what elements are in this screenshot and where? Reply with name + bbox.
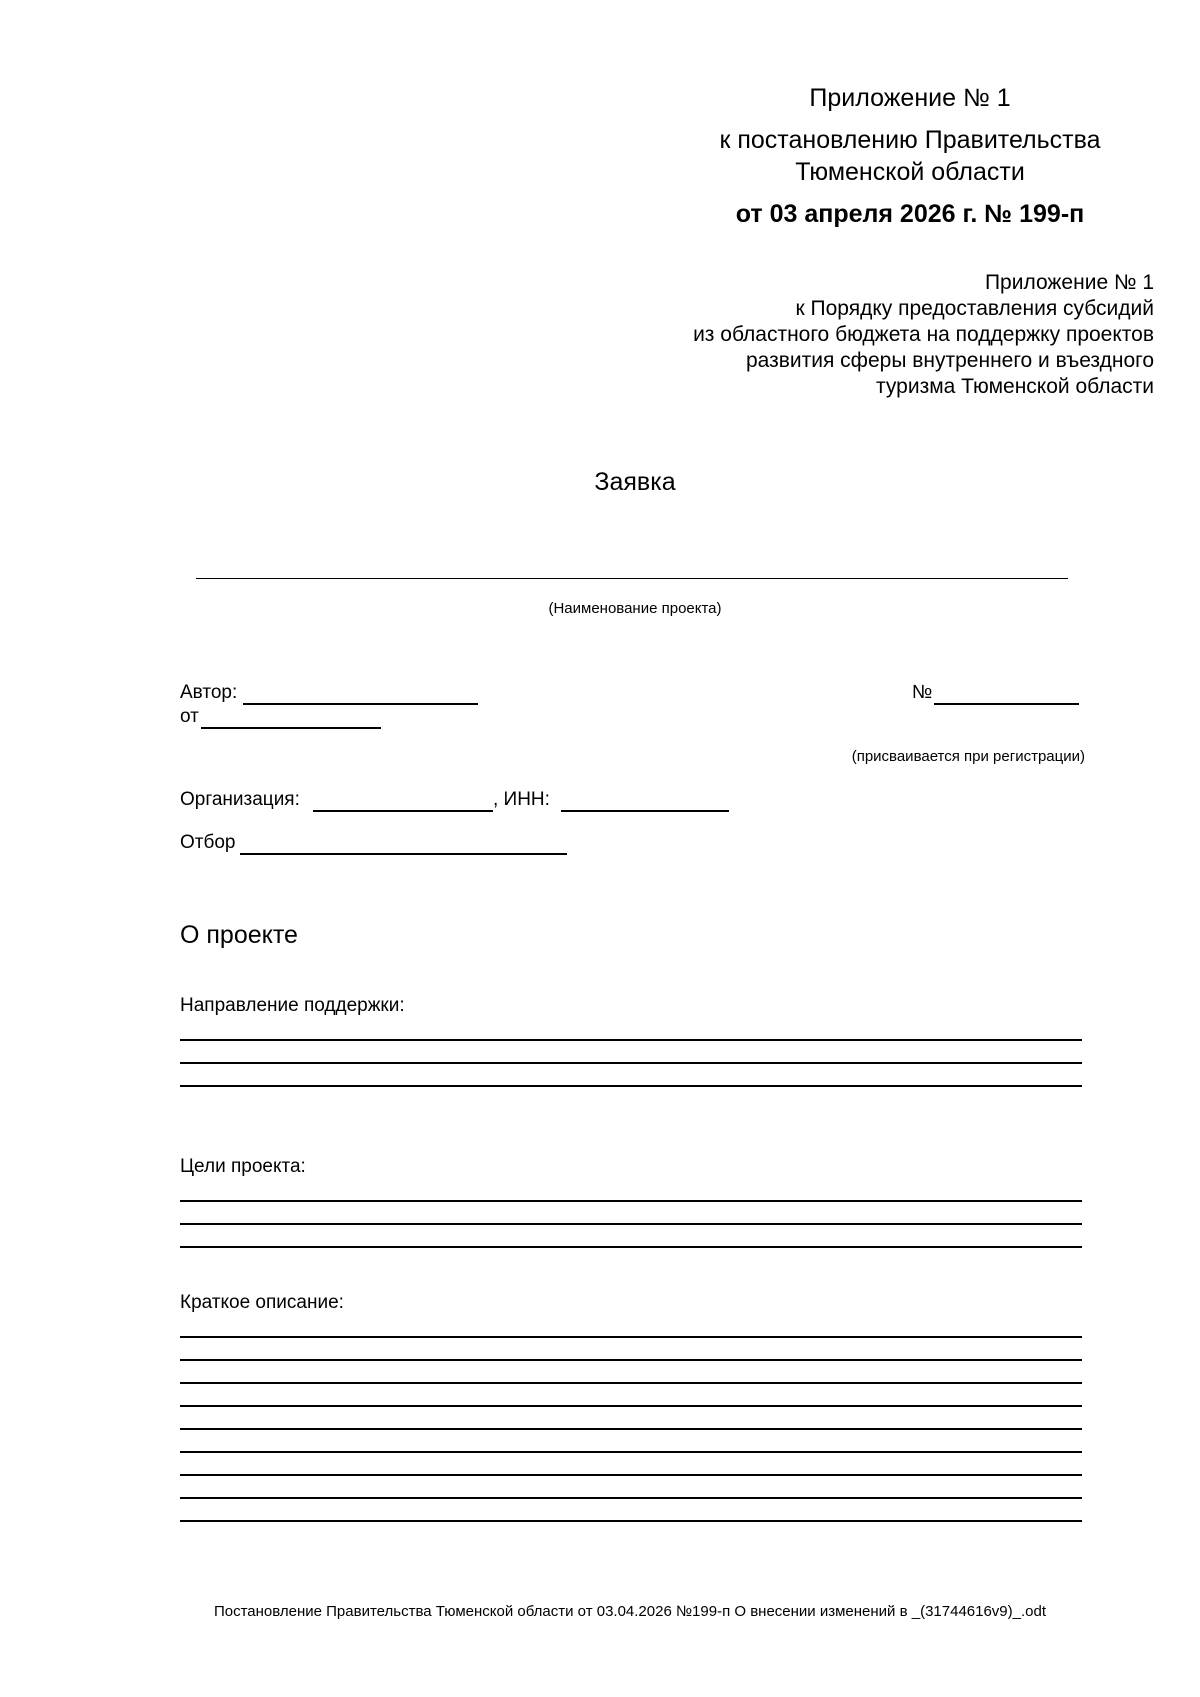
order-line-2: к Порядку предоставления субсидий xyxy=(795,297,1154,320)
number-field[interactable] xyxy=(934,703,1079,705)
description-field-line-5[interactable] xyxy=(180,1428,1082,1430)
description-field-line-8[interactable] xyxy=(180,1497,1082,1499)
organization-label: Организация: xyxy=(180,789,300,810)
support-direction-field-line-2[interactable] xyxy=(180,1062,1082,1064)
order-line-5: туризма Тюменской области xyxy=(876,375,1154,398)
description-field-line-9[interactable] xyxy=(180,1520,1082,1522)
document-footer: Постановление Правительства Тюменской области от 03.04.2026 №199-п О внесении изменений в _(31744616v9)_.odt xyxy=(213,1603,1047,1620)
description-field-line-4[interactable] xyxy=(180,1405,1082,1407)
from-field[interactable] xyxy=(201,727,381,729)
project-name-caption: (Наименование проекта) xyxy=(548,600,722,617)
inn-field[interactable] xyxy=(561,810,729,812)
from-label: от xyxy=(180,706,199,727)
support-direction-field-line-1[interactable] xyxy=(180,1039,1082,1041)
resolution-reference-line1: к постановлению Правительства xyxy=(719,126,1101,154)
about-project-heading: О проекте xyxy=(180,921,298,949)
description-field-line-1[interactable] xyxy=(180,1336,1082,1338)
author-label: Автор: xyxy=(180,682,238,703)
description-field-line-2[interactable] xyxy=(180,1359,1082,1361)
resolution-reference-line2: Тюменской области xyxy=(795,158,1025,186)
appendix-heading: Приложение № 1 xyxy=(809,84,1011,112)
order-reference-block xyxy=(693,270,1154,400)
goals-field-line-3[interactable] xyxy=(180,1246,1082,1248)
description-field-line-3[interactable] xyxy=(180,1382,1082,1384)
goals-field-line-2[interactable] xyxy=(180,1223,1082,1225)
description-field-line-7[interactable] xyxy=(180,1474,1082,1476)
inn-label: , ИНН: xyxy=(493,789,550,810)
selection-field[interactable] xyxy=(240,853,567,855)
description-field-line-6[interactable] xyxy=(180,1451,1082,1453)
number-hint: (присваивается при регистрации) xyxy=(851,748,1085,765)
goals-field-line-1[interactable] xyxy=(180,1200,1082,1202)
description-label: Краткое описание: xyxy=(180,1292,344,1313)
order-line-3: из областного бюджета на поддержку проектов xyxy=(693,323,1154,346)
form-title: Заявка xyxy=(594,468,676,496)
resolution-date: от 03 апреля 2026 г. № 199-п xyxy=(735,200,1085,228)
organization-field[interactable] xyxy=(313,810,493,812)
author-field[interactable] xyxy=(243,703,478,705)
project-name-field[interactable] xyxy=(196,578,1068,579)
goals-label: Цели проекта: xyxy=(180,1156,306,1177)
selection-label: Отбор xyxy=(180,832,236,853)
number-label: № xyxy=(912,682,933,703)
order-line-1: Приложение № 1 xyxy=(984,271,1154,294)
support-direction-field-line-3[interactable] xyxy=(180,1085,1082,1087)
support-direction-label: Направление поддержки: xyxy=(180,995,405,1016)
order-line-4: развития сферы внутреннего и въездного xyxy=(745,349,1154,372)
